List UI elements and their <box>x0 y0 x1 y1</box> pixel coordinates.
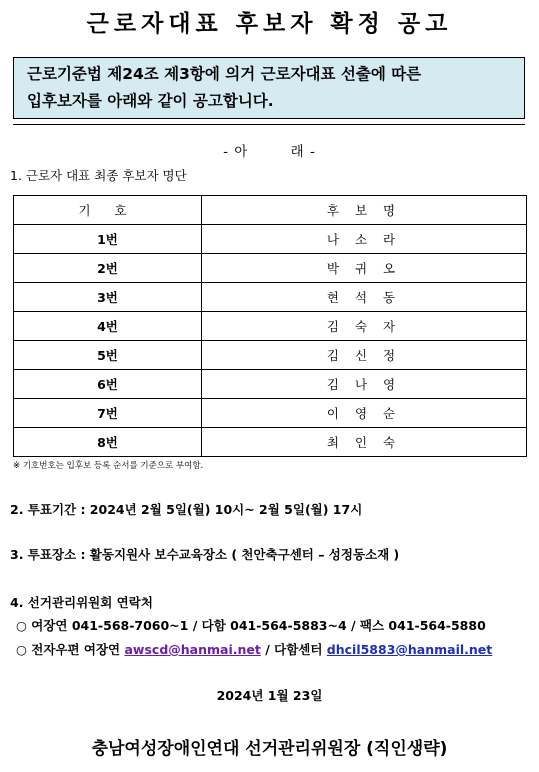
header-name: 후 보 명 <box>202 196 527 225</box>
notice-line-1: 근로기준법 제24조 제3항에 의거 근로자대표 선출에 따른 <box>27 65 422 83</box>
contact-phone-line: ○ 여장연 041-568-7060~1 / 다함 041-564-5883~4 / 팩스 041-564-5880 <box>16 618 486 633</box>
candidate-name: 최 인 숙 <box>202 428 527 457</box>
candidate-name: 이 영 순 <box>202 399 527 428</box>
section-voting-period: 2. 투표기간 : 2024년 2월 5일(월) 10시~ 2월 5일(월) 17시 <box>10 502 363 517</box>
table-row <box>14 370 527 399</box>
section-voting-place: 3. 투표장소 : 활동지원사 보수교육장소 ( 천안축구센터 – 성정동소재 ) <box>10 547 400 562</box>
table-row <box>14 225 527 254</box>
candidate-number: 7번 <box>14 399 202 428</box>
signature-line: 충남여성장애인연대 선거관리위원장 (직인생략) <box>91 739 448 759</box>
footnote: ※ 기호번호는 입후보 등록 순서를 기준으로 부여함. <box>13 461 204 471</box>
page-title: 근로자대표 후보자 확정 공고 <box>86 11 453 37</box>
contact-email-line <box>16 640 492 658</box>
candidate-table <box>13 195 527 457</box>
announcement-date: 2024년 1월 23일 <box>216 688 323 703</box>
notice-line-2: 입후보자를 아래와 같이 공고합니다. <box>27 92 274 110</box>
candidate-name: 나 소 라 <box>202 225 527 254</box>
candidate-number: 1번 <box>14 225 202 254</box>
notice-box <box>13 57 525 119</box>
candidate-name: 박 귀 오 <box>202 254 527 283</box>
contact-email-prefix: ○ 전자우편 여장연 <box>16 642 125 657</box>
candidate-number: 3번 <box>14 283 202 312</box>
table-header-row <box>14 196 527 225</box>
candidate-name: 김 숙 자 <box>202 312 527 341</box>
section-contacts-heading: 4. 선거관리위원회 연락처 <box>10 595 153 610</box>
candidate-number: 6번 <box>14 370 202 399</box>
candidate-number: 8번 <box>14 428 202 457</box>
section-candidates-heading: 1. 근로자 대표 최종 후보자 명단 <box>10 168 187 183</box>
contact-email-mid: / 다함센터 <box>260 642 327 657</box>
table-row <box>14 312 527 341</box>
candidate-number: 5번 <box>14 341 202 370</box>
table-row <box>14 254 527 283</box>
table-row <box>14 428 527 457</box>
candidate-name: 김 신 정 <box>202 341 527 370</box>
table-row <box>14 283 527 312</box>
table-row <box>14 341 527 370</box>
ari-heading: - 아 래 - <box>223 144 316 160</box>
candidate-number: 4번 <box>14 312 202 341</box>
candidate-name: 현 석 동 <box>202 283 527 312</box>
header-number: 기 호 <box>14 196 202 225</box>
candidate-number: 2번 <box>14 254 202 283</box>
email-link-yeojangyeon[interactable]: awscd@hanmai.net <box>124 642 261 657</box>
candidate-name: 김 나 영 <box>202 370 527 399</box>
divider-line <box>13 124 525 125</box>
email-link-daham[interactable]: dhcil5883@hanmail.net <box>326 642 493 657</box>
table-row <box>14 399 527 428</box>
